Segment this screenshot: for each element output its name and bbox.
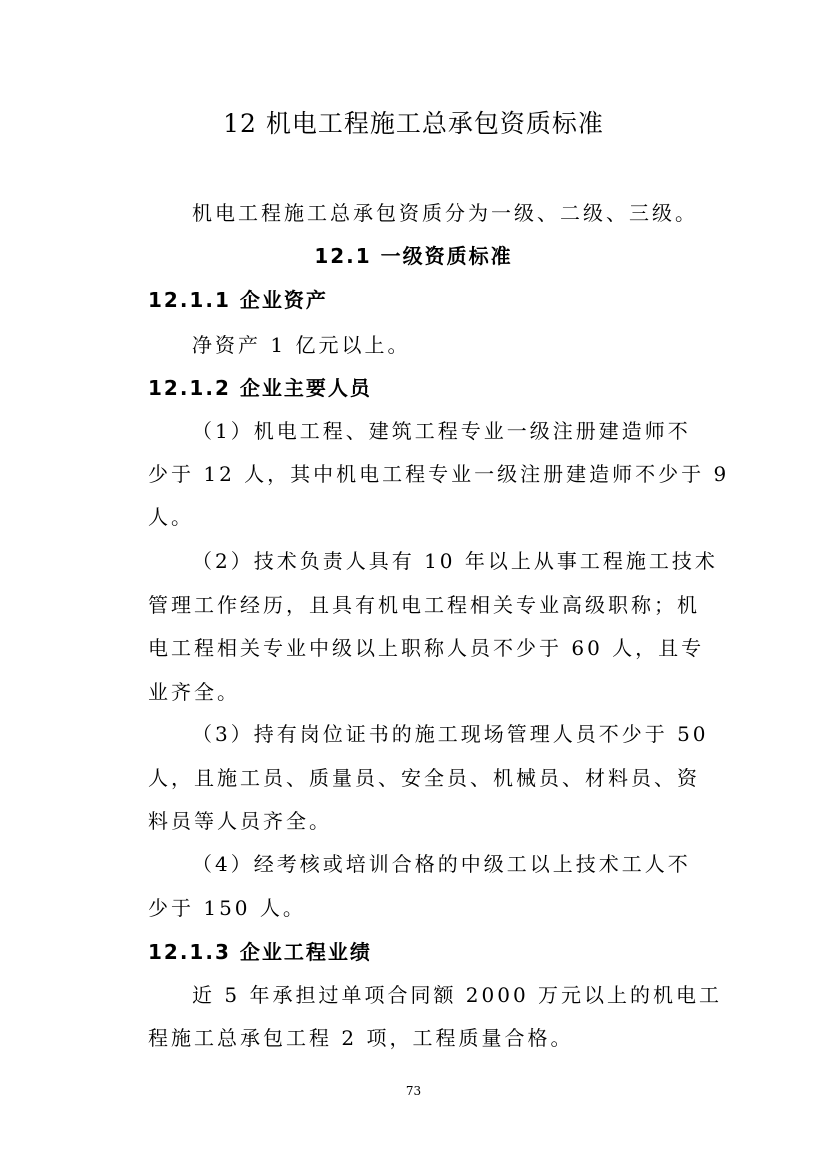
assets-text: 净资产 1 亿元以上。 [192,333,411,357]
document-title: 12 机电工程施工总承包资质标准 [223,109,604,138]
performance-line: 程施工总承包工程 2 项，工程质量合格。 [148,1026,574,1050]
personnel-item-1-line: （1）机电工程、建筑工程专业一级注册建造师不 [192,419,691,443]
personnel-item-2-line: 电工程相关专业中级以上职称人员不少于 60 人，且专 [148,636,705,660]
personnel-item-3-line: 料员等人员齐全。 [148,809,332,833]
section-heading: 12.1 一级资质标准 [314,244,513,268]
personnel-item-2-line: 业齐全。 [148,680,240,704]
personnel-item-4-line: （4）经考核或培训合格的中级工以上技术工人不 [192,852,691,876]
subsection-heading-assets: 12.1.1 企业资产 [148,288,328,312]
personnel-item-3-line: 人，且施工员、质量员、安全员、机械员、材料员、资 [148,766,700,790]
personnel-item-3-line: （3）持有岗位证书的施工现场管理人员不少于 50 [192,722,709,746]
personnel-item-1-line: 少于 12 人，其中机电工程专业一级注册建造师不少于 9 [148,462,730,486]
subsection-heading-personnel: 12.1.2 企业主要人员 [148,376,372,400]
subsection-heading-performance: 12.1.3 企业工程业绩 [148,940,372,964]
intro-paragraph: 机电工程施工总承包资质分为一级、二级、三级。 [192,201,698,225]
personnel-item-4-line: 少于 150 人。 [148,896,306,920]
page-number: 73 [405,1084,422,1098]
performance-line: 近 5 年承担过单项合同额 2000 万元以上的机电工 [192,983,723,1007]
personnel-item-2-line: 管理工作经历，且具有机电工程相关专业高级职称；机 [148,593,700,617]
personnel-item-2-line: （2）技术负责人具有 10 年以上从事工程施工技术 [192,549,718,573]
personnel-item-1-line: 人。 [148,505,194,529]
